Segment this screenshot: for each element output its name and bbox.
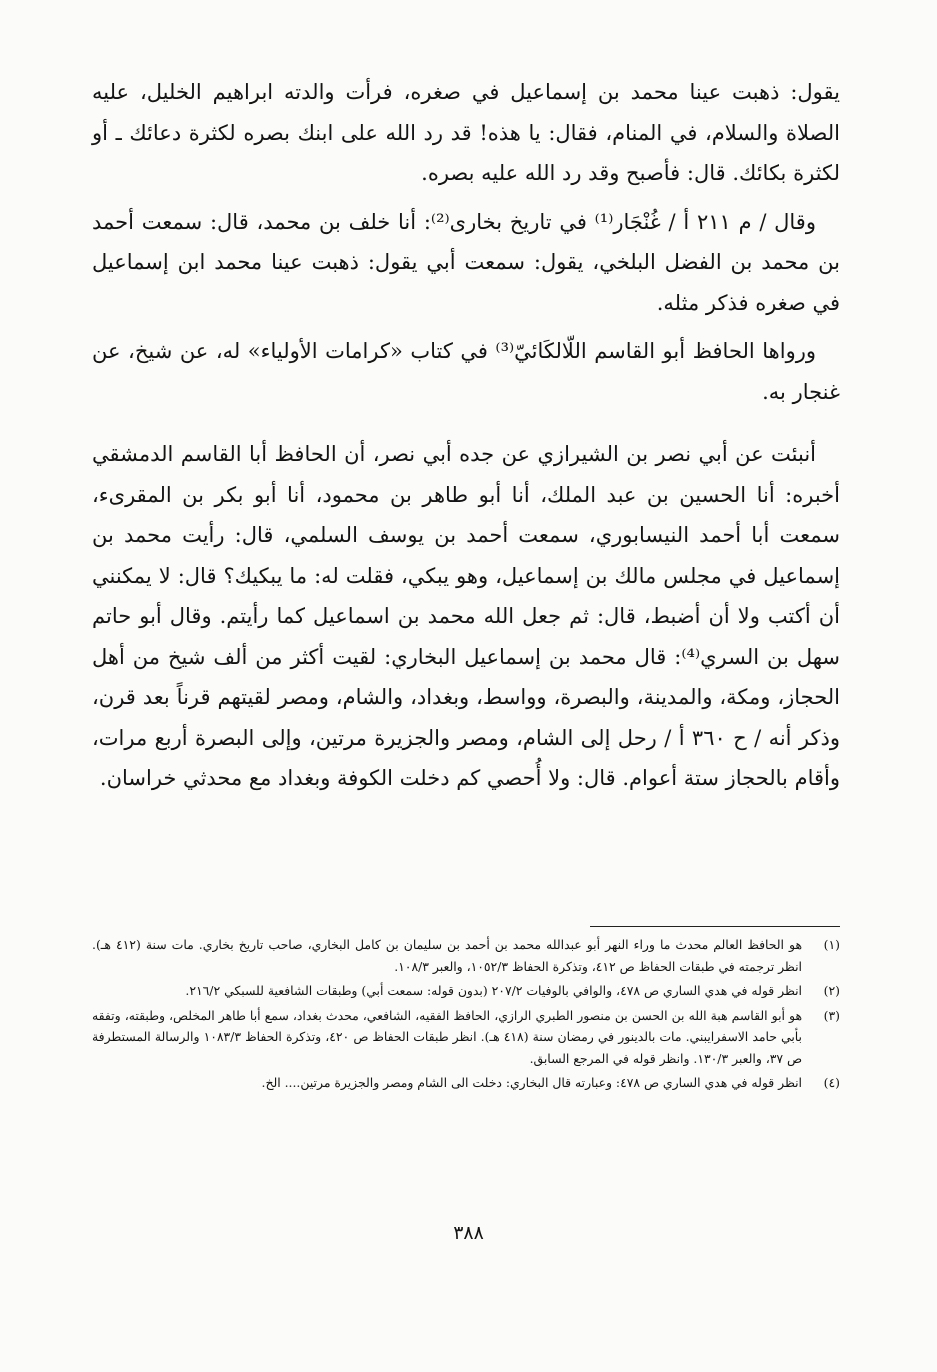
footnote-number: (١) <box>823 937 840 952</box>
footnote-number: (٤) <box>823 1075 840 1090</box>
footnote-text: انظر قوله في هدي الساري ص ٤٧٨، والوافي بالوفيات ٢٠٧/٢ (بدون قوله: سمعت أبي) وطبقات الشافعية للسبكي ٢١٦/٢. <box>185 983 802 998</box>
footnote-number: (٢) <box>823 983 840 998</box>
footnote <box>92 980 840 1002</box>
paragraph-3: ورواها الحافظ أبو القاسم اللّالكَائيّ⁽³⁾ في كتاب «كرامات الأولياء» له، عن شيخ، عن غنجار به. <box>92 339 840 404</box>
footnote <box>92 1005 840 1070</box>
footnote-text: انظر قوله في هدي الساري ص ٤٧٨: وعبارته قال البخاري: دخلت الى الشام ومصر والجزيرة مرتين.... الخ. <box>261 1075 802 1090</box>
paragraph-2: وقال / م ٢١١ أ / غُنْجَار⁽¹⁾ في تاريخ بخارى⁽²⁾: أنا خلف بن محمد، قال: سمعت أحمد بن محمد بن الفضل البلخي، يقول: سمعت أبي يقول: ذهبت عينا محمد ابن إسماعيل في صغره فذكر مثله. <box>92 209 840 315</box>
page-number: ٣٨٨ <box>453 1222 484 1244</box>
paragraph-4: أنبئت عن أبي نصر بن الشيرازي عن جده أبي نصر، أن الحافظ أبا القاسم الدمشقي أخبره: أنا الحسين بن عبد الملك، أنا أبو طاهر بن محمود، أنا أبو بكر بن المقرىء، سمعت أبا أحمد النيسابوري، سمعت أحمد بن يوسف السلمي، قال: رأيت محمد بن إسماعيل في مجلس مالك بن إسماعيل، وهو يبكي، فقلت له: ما يبكيك؟ قال: لا يمكنني أن أكتب ولا أن أضبط، قال: ثم جعل الله محمد بن اسماعيل كما رأيتم. وقال أبو حاتم سهل بن السري⁽⁴⁾: قال محمد بن إسماعيل البخاري: لقيت أكثر من ألف شيخ من أهل الحجاز، ومكة، والمدينة، والبصرة، وواسط، وبغداد، والشام، ومصر لقيتهم قرناً بعد قرن، وذكر أنه / ح ٣٦٠ أ / رحل إلى الشام، ومصر والجزيرة مرتين، وإلى البصرة أربع مرات، وأقام بالحجاز ستة أعوام. قال: ولا أُحصي كم دخلت الكوفة وبغداد مع محدثي خراسان. <box>92 442 840 790</box>
footnotes <box>92 934 840 1097</box>
footnote <box>92 1072 840 1094</box>
footnote-divider <box>590 926 840 927</box>
footnote-number: (٣) <box>823 1007 840 1023</box>
footnote <box>92 934 840 977</box>
footnote-text: هو الحافظ العالم محدث ما وراء النهر أبو عبدالله محمد بن أحمد بن سليمان بن كامل البخاري، صاحب تاريخ بخاري. مات سنة (٤١٢ هـ). انظر ترجمته في طبقات الحفاظ ص ٤١٢، وتذكرة الحفاظ ١٠٥٢/٣، والعبر ١٠٨/٣. <box>92 937 802 974</box>
paragraph-1: يقول: ذهبت عينا محمد بن إسماعيل في صغره، فرأت والدته ابراهيم الخليل، عليه الصلاة والسلام، في المنام، فقال: يا هذه! قد رد الله على ابنك بصره لكثرة دعائك ـ أو لكثرة بكائك. قال: فأصبح وقد رد الله عليه بصره. <box>92 80 840 185</box>
footnote-text: هو أبو القاسم هبة الله بن الحسن بن منصور الطبري الرازي، الحافظ الفقيه، الشافعي، محدث بغداد، سمع أبا طاهر المخلص، وطبقته، وتفقه بأبي حامد الاسفرايبني. مات بالدينور في رمضان سنة (٤١٨ هـ). انظر طبقات الحفاظ ص ٤٢٠، وتذكرة الحفاظ ١٠٨٣/٣ والرسالة المستطرفة ص ٣٧، والعبر ١٣٠/٣. وانظر قوله في المرجع السابق. <box>92 1007 803 1066</box>
main-text <box>92 72 840 799</box>
